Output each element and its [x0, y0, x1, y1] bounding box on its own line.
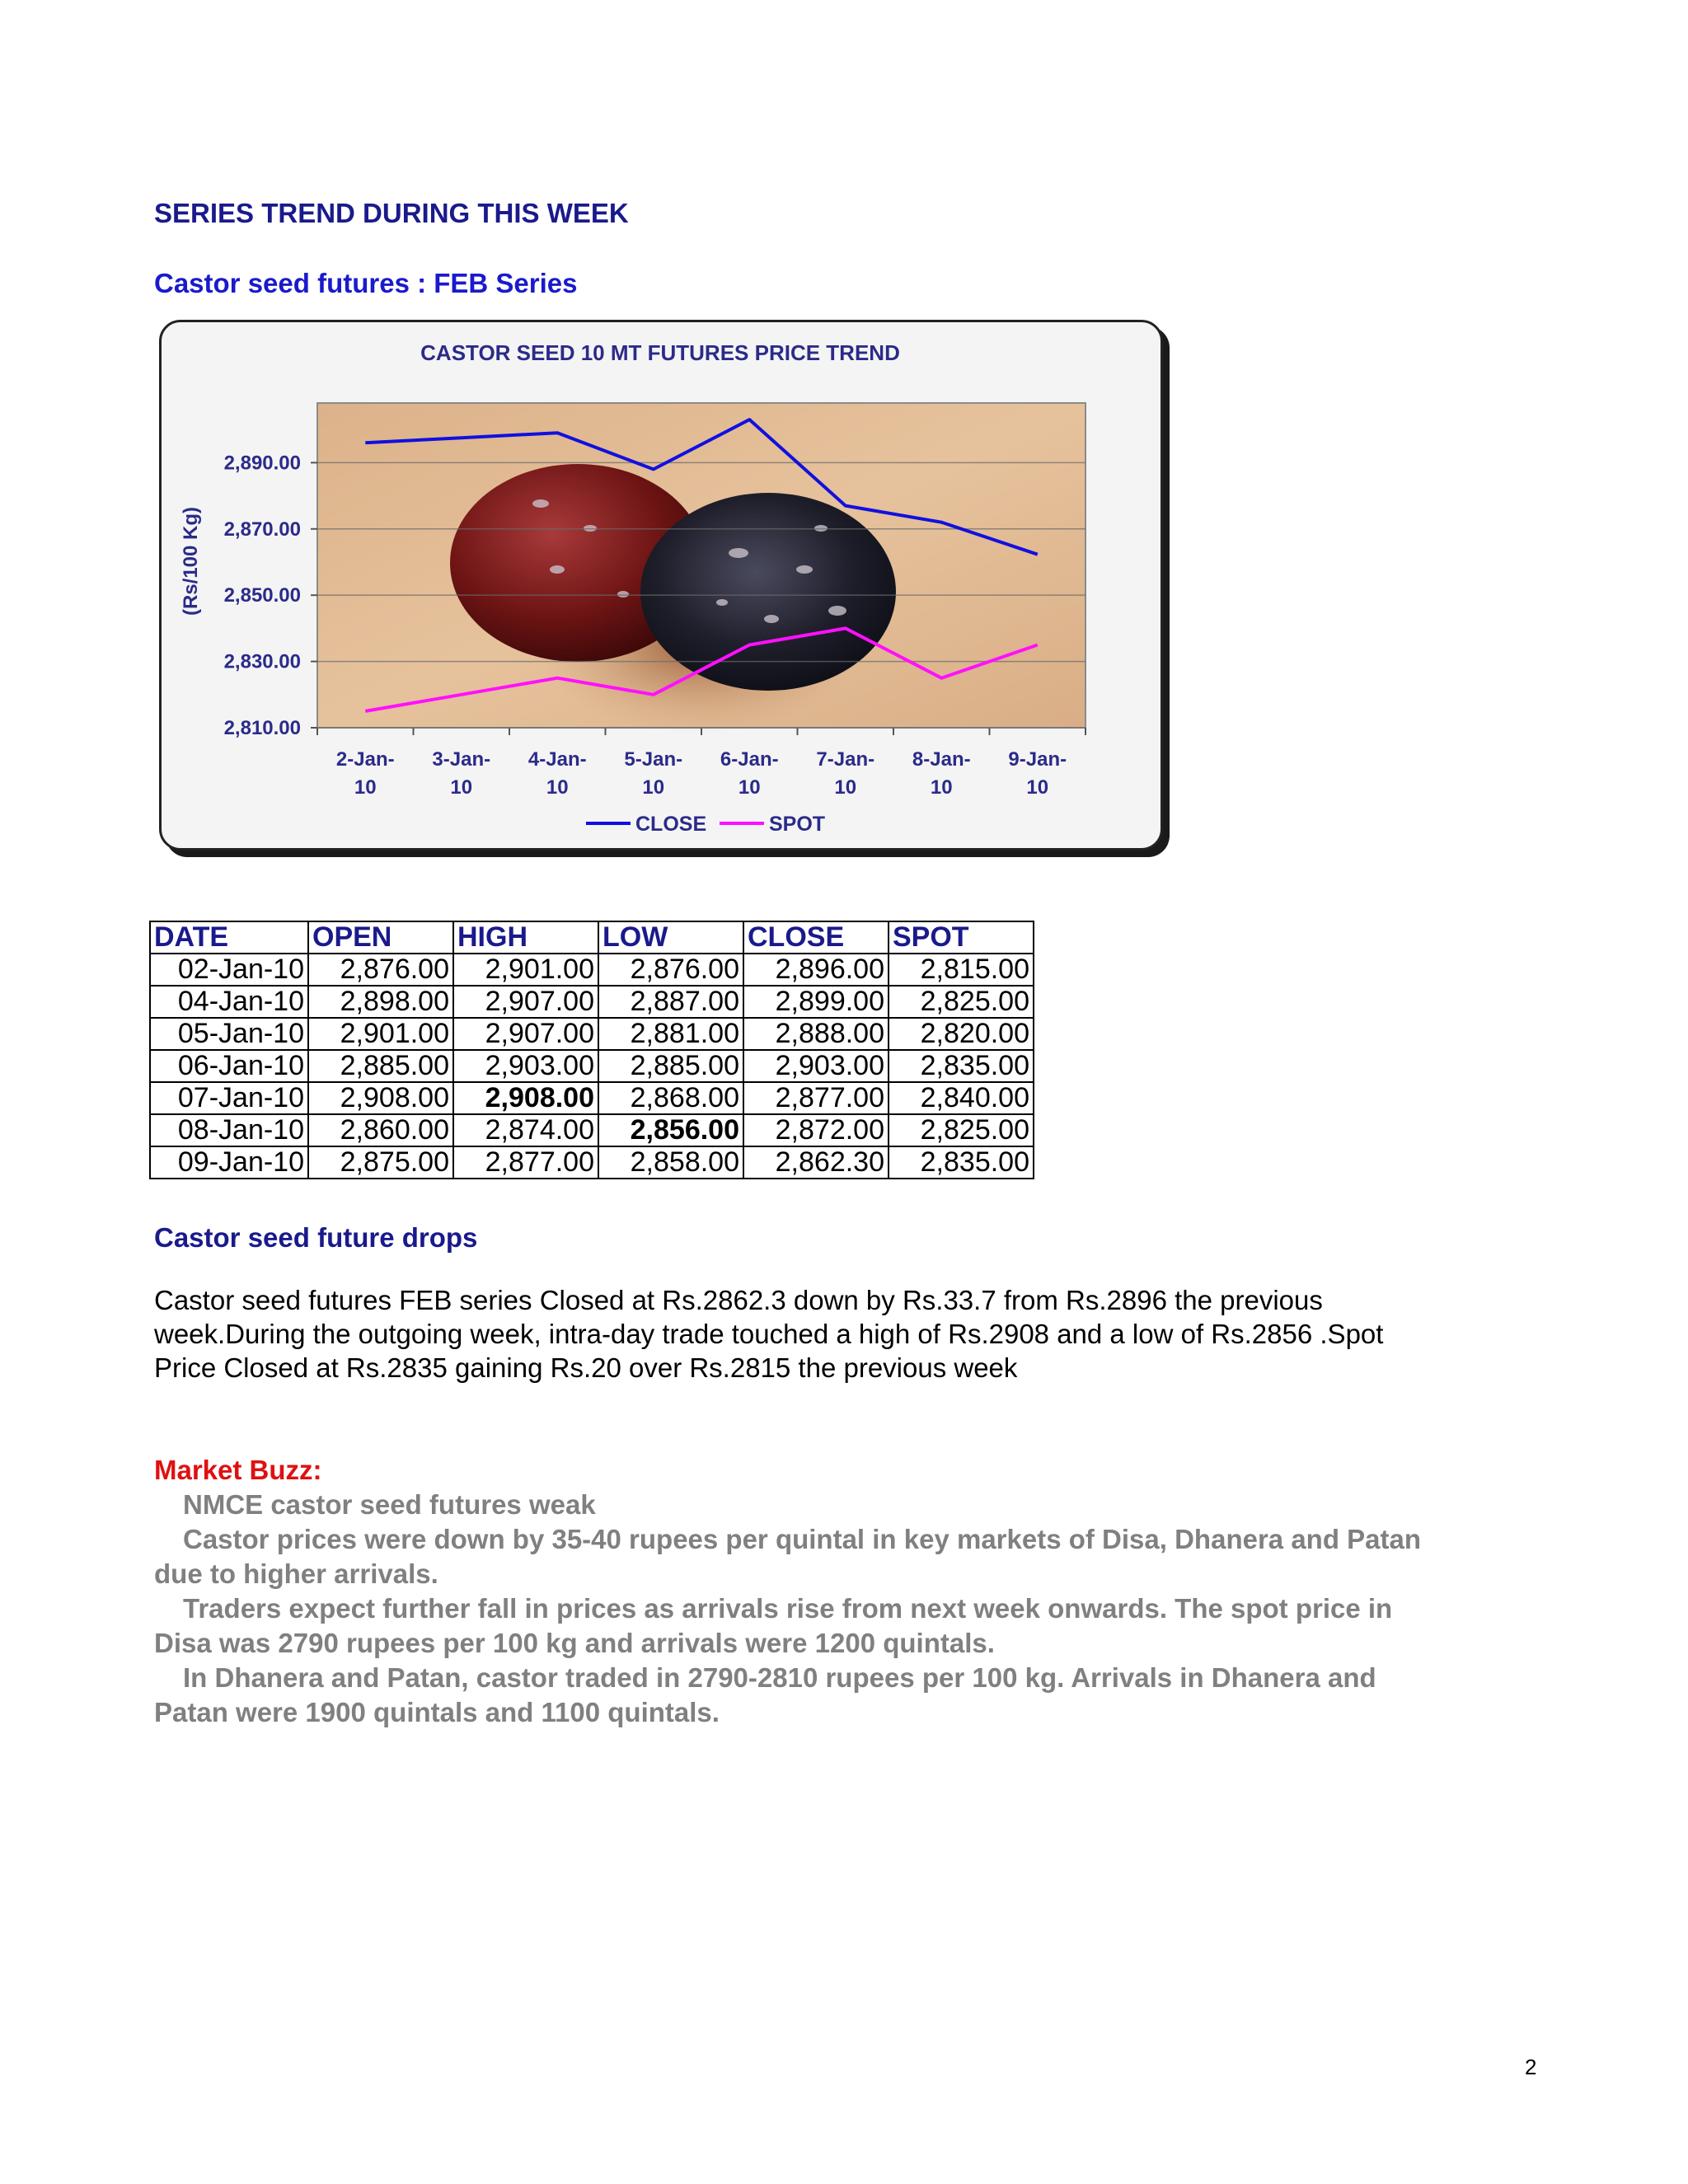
cell-open: 2,908.00 [308, 1082, 453, 1114]
cell-low: 2,887.00 [598, 986, 743, 1018]
header-close: CLOSE [743, 921, 889, 954]
market-buzz-title: Market Buzz: [154, 1455, 322, 1485]
table-row [150, 1114, 1034, 1146]
y-tick-label: 2,850.00 [223, 584, 301, 607]
x-tick-label-line: 6-Jan- [720, 748, 779, 771]
cell-low: 2,858.00 [598, 1146, 743, 1179]
chart-frame [159, 320, 1163, 851]
table-row [150, 1082, 1034, 1114]
table-row [150, 986, 1034, 1018]
buzz-paragraph: Traders expect further fall in prices as arrivals rise from next week onwards. The spot price in Disa was 2790 rupees per 100 kg and arrivals were 1200 quintals. [154, 1593, 1393, 1658]
legend-label-spot: SPOT [769, 813, 826, 836]
x-tick-label-line: 7-Jan- [816, 748, 875, 771]
cell-high: 2,907.00 [453, 1018, 598, 1050]
cell-close: 2,862.30 [743, 1146, 889, 1179]
market-buzz-body [154, 1488, 1423, 1730]
header-spot: SPOT [889, 921, 1034, 954]
drops-title: Castor seed future drops [154, 1222, 478, 1253]
cell-low: 2,876.00 [598, 954, 743, 986]
x-tick-label-line: 10 [738, 776, 761, 799]
x-tick-label-line: 10 [642, 776, 665, 799]
cell-high: 2,907.00 [453, 986, 598, 1018]
cell-open: 2,885.00 [308, 1050, 453, 1082]
cell-date: 07-Jan-10 [150, 1082, 308, 1114]
cell-high: 2,877.00 [453, 1146, 598, 1179]
cell-date: 02-Jan-10 [150, 954, 308, 986]
x-tick-label [912, 748, 971, 799]
buzz-paragraph: NMCE castor seed futures weak [183, 1489, 596, 1520]
x-tick-label [1008, 748, 1067, 799]
cell-close: 2,888.00 [743, 1018, 889, 1050]
header-low: LOW [598, 921, 743, 954]
table-row [150, 1050, 1034, 1082]
table-row [150, 1146, 1034, 1179]
cell-high: 2,903.00 [453, 1050, 598, 1082]
y-tick-label: 2,830.00 [223, 650, 301, 673]
cell-high-week-high: 2,908.00 [453, 1082, 598, 1114]
x-tick-label [816, 748, 874, 799]
x-tick-label-line: 2-Jan- [335, 748, 395, 771]
cell-spot: 2,820.00 [889, 1018, 1034, 1050]
cell-spot: 2,840.00 [889, 1082, 1034, 1114]
cell-low: 2,885.00 [598, 1050, 743, 1082]
x-tick-label-line: 10 [354, 776, 377, 799]
cell-open: 2,901.00 [308, 1018, 453, 1050]
x-tick-label-line: 4-Jan- [528, 748, 587, 771]
cell-open: 2,898.00 [308, 986, 453, 1018]
chart-legend [586, 813, 825, 836]
y-tick-label: 2,890.00 [223, 452, 301, 475]
x-tick-label-line: 5-Jan- [624, 748, 683, 771]
cell-close: 2,899.00 [743, 986, 889, 1018]
x-tick-label [528, 748, 587, 799]
x-tick-label [624, 748, 682, 799]
cell-spot: 2,835.00 [889, 1146, 1034, 1179]
cell-date: 04-Jan-10 [150, 986, 308, 1018]
page-number: 2 [1525, 2055, 1537, 2079]
cell-spot: 2,815.00 [889, 954, 1034, 986]
cell-close: 2,896.00 [743, 954, 889, 986]
buzz-paragraph: Castor prices were down by 35-40 rupees per quintal in key markets of Disa, Dhanera and Patan due to higher arrivals. [154, 1524, 1422, 1589]
section-title: SERIES TREND DURING THIS WEEK [154, 198, 629, 228]
x-tick-label-line: 10 [930, 776, 953, 799]
cell-low: 2,881.00 [598, 1018, 743, 1050]
y-tick-label: 2,870.00 [223, 518, 301, 541]
table-row [150, 1018, 1034, 1050]
x-tick-label-line: 10 [1026, 776, 1049, 799]
header-open: OPEN [308, 921, 453, 954]
price-table [149, 921, 1034, 1179]
chart-title: CASTOR SEED 10 MT FUTURES PRICE TREND [420, 340, 900, 365]
cell-close: 2,903.00 [743, 1050, 889, 1082]
cell-date: 05-Jan-10 [150, 1018, 308, 1050]
x-tick-label-line: 3-Jan- [432, 748, 491, 771]
drops-text: Castor seed futures FEB series Closed at Rs.2862.3 down by Rs.33.7 from Rs.2896 the previous week.During the outgoing week, intra-day trade touched a high of Rs.2908 and a low of Rs.2856 .Spot Price Closed at Rs.2835 gaining Rs.20 over Rs.2815 the previous week [154, 1285, 1384, 1383]
cell-close: 2,877.00 [743, 1082, 889, 1114]
x-tick-label [432, 748, 490, 799]
x-tick-label [336, 748, 395, 799]
cell-open: 2,875.00 [308, 1146, 453, 1179]
cell-date: 06-Jan-10 [150, 1050, 308, 1082]
cell-spot: 2,825.00 [889, 986, 1034, 1018]
y-tick-label: 2,810.00 [223, 717, 301, 739]
cell-low: 2,868.00 [598, 1082, 743, 1114]
buzz-paragraph: In Dhanera and Patan, castor traded in 2790-2810 rupees per 100 kg. Arrivals in Dhanera and Patan were 1900 quintals and 1100 quintals. [154, 1662, 1376, 1727]
series-title: Castor seed futures : FEB Series [154, 268, 578, 298]
cell-date: 08-Jan-10 [150, 1114, 308, 1146]
cell-high: 2,901.00 [453, 954, 598, 986]
cell-date: 09-Jan-10 [150, 1146, 308, 1179]
x-tick-label-line: 10 [450, 776, 473, 799]
table-row [150, 954, 1034, 986]
y-axis [224, 452, 317, 739]
x-tick-label-line: 9-Jan- [1008, 748, 1067, 771]
cell-high: 2,874.00 [453, 1114, 598, 1146]
legend-label-close: CLOSE [635, 813, 707, 836]
y-axis-label: (Rs/100 Kg) [180, 506, 202, 616]
price-trend-chart [162, 322, 1165, 853]
cell-close: 2,872.00 [743, 1114, 889, 1146]
header-high: HIGH [453, 921, 598, 954]
cell-spot: 2,825.00 [889, 1114, 1034, 1146]
x-tick-label-line: 10 [546, 776, 569, 799]
header-date: DATE [150, 921, 308, 954]
cell-open: 2,876.00 [308, 954, 453, 986]
x-tick-label [720, 748, 779, 799]
cell-open: 2,860.00 [308, 1114, 453, 1146]
plot-background-image [317, 403, 1085, 734]
x-tick-label-line: 10 [834, 776, 857, 799]
cell-spot: 2,835.00 [889, 1050, 1034, 1082]
x-tick-label-line: 8-Jan- [912, 748, 971, 771]
cell-low-week-low: 2,856.00 [598, 1114, 743, 1146]
table-header-row [150, 921, 1034, 954]
x-axis [317, 728, 1085, 799]
